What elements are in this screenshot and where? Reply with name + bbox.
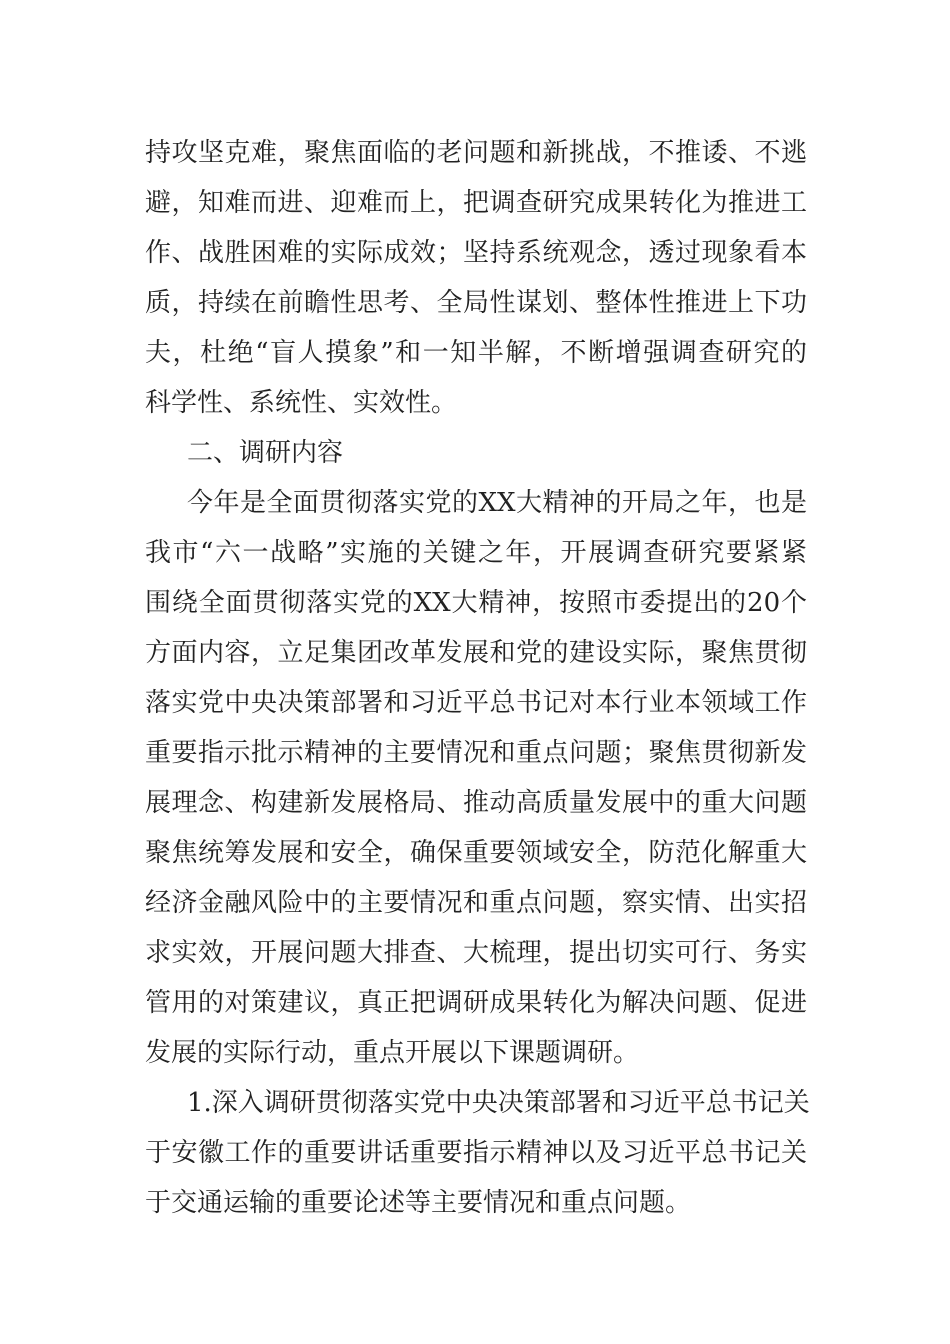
text-line: 质，持续在前瞻性思考、全局性谋划、整体性推进上下功 (145, 288, 807, 318)
text-line: 于安徽工作的重要讲话重要指示精神以及习近平总书记关 (145, 1138, 807, 1168)
paragraph-research-content (145, 478, 807, 1078)
text-line: 管用的对策建议，真正把调研成果转化为解决问题、促进 (145, 988, 807, 1018)
text-line: 发展的实际行动，重点开展以下课题调研。 (145, 1038, 640, 1068)
text-line: 展理念、构建新发展格局、推动高质量发展中的重大问题 (145, 788, 807, 818)
text-line: 1.深入调研贯彻落实党中央决策部署和习近平总书记关 (187, 1088, 810, 1118)
text-line: 围绕全面贯彻落实党的XX大精神，按照市委提出的20个 (145, 588, 807, 618)
document-body (145, 128, 810, 1228)
text-line: 落实党中央决策部署和习近平总书记对本行业本领域工作 (145, 688, 807, 718)
text-line: 经济金融风险中的主要情况和重点问题，察实情、出实招 (145, 888, 807, 918)
text-line: 方面内容，立足集团改革发展和党的建设实际，聚焦贯彻 (145, 638, 807, 668)
text-line: 避，知难而进、迎难而上，把调查研究成果转化为推进工 (145, 188, 807, 218)
text-line: 于交通运输的重要论述等主要情况和重点问题。 (145, 1188, 692, 1218)
section-heading: 二、调研内容 (187, 438, 344, 468)
text-line: 我市“六一战略”实施的关键之年，开展调查研究要紧紧 (145, 538, 807, 568)
paragraph-continuation (145, 128, 807, 428)
text-line: 求实效，开展问题大排查、大梳理，提出切实可行、务实 (145, 938, 807, 968)
text-line: 重要指示批示精神的主要情况和重点问题；聚焦贯彻新发 (145, 738, 807, 768)
text-line: 聚焦统筹发展和安全，确保重要领域安全，防范化解重大 (145, 838, 807, 868)
text-line: 作、战胜困难的实际成效；坚持系统观念，透过现象看本 (145, 238, 807, 268)
text-line: 科学性、系统性、实效性。 (145, 388, 458, 418)
text-line: 今年是全面贯彻落实党的XX大精神的开局之年，也是 (187, 488, 807, 518)
paragraph-item-1 (145, 1078, 810, 1228)
text-line: 持攻坚克难，聚焦面临的老问题和新挑战，不推诿、不逃 (145, 138, 807, 168)
text-line: 夫，杜绝“盲人摸象”和一知半解，不断增强调查研究的 (145, 338, 807, 368)
